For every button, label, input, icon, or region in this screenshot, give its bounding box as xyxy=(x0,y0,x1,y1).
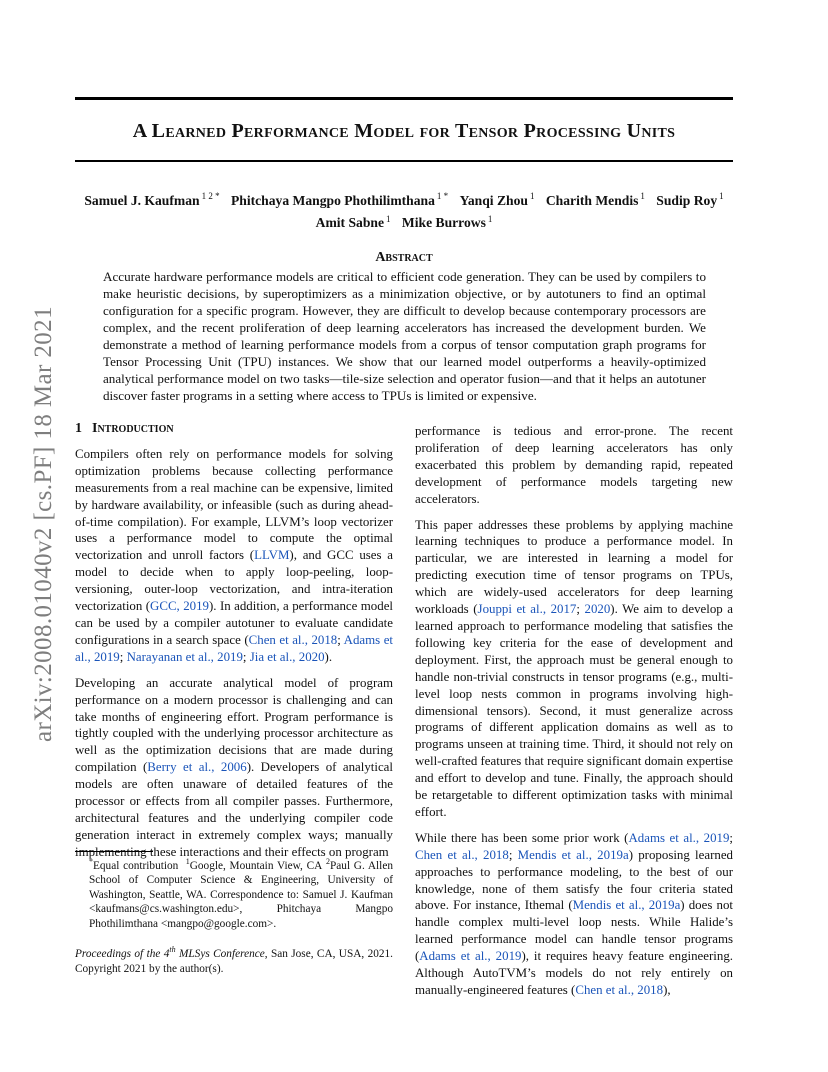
arxiv-side-stamp: arXiv:2008.01040v2 [cs.PF] 18 Mar 2021 xyxy=(30,306,57,743)
author: Mike Burrows $^1$ xyxy=(401,213,493,231)
author: Samuel J. Kaufman $^{1 2 *}$ xyxy=(84,191,220,208)
citation-link[interactable]: Chen et al., 2018 xyxy=(415,847,509,862)
abstract-text: Accurate hardware performance models are critical to efficient code generation. They can be used by compilers to make heuristic decisions, by superoptimizers as a minimization objective, or by autotuners to find an optimal configuration for a specific program. However, they are difficult to develop because contemporary processors are complex, and the recent proliferation of deep learning accelerators has increased the development burden. We demonstrate a method of learning performance models from a corpus of tensor computation graph programs for Tensor Processing Unit (TPU) instances. We show that our learned model outperforms a heavily-optimized analytical performance model on two tasks—tile-size selection and operator fusion—and that it helps an autotuner discover faster programs in a setting where access to TPUs is limited or expensive. xyxy=(103,269,706,403)
paragraph: Developing an accurate analytical model of program performance on a modern processor is challenging and can take months of engineering effort. Program performance is tightly coupled with the underlying processor architecture as well as the optimization decisions that are made during compilation (Berry et al., 2006). Developers of analytical models are often unaware of detailed features of the processor or effects from all compiler passes. Furthermore, architectural features and the underlying compiler code generation interact in extremely complex ways; manually implementing these interactions and their effects on program xyxy=(75,675,393,859)
abstract-heading: Abstract xyxy=(375,250,433,265)
citation-link[interactable]: Jia et al., 2020 xyxy=(249,649,325,664)
paragraph: Compilers often rely on performance models for solving optimization problems because collecting performance measurements from a real machine can be expensive, limited by hardware availability, or infeasible (such as during ahead-of-time compilation). For example, LLVM’s loop vectorizer uses a performance model to compute the optimal vectorization and unroll factors (LLVM), and GCC uses a model to decide when to apply loop-peeling, loop-versioning, outer-loop vectorization, and intra-iteration vectorization (GCC, 2019). In addition, a performance model can be used by a compiler autotuner to evaluate candidate configurations in a search space (Chen et al., 2018; Adams et al., 2019; Narayanan et al., 2019; Jia et al., 2020). xyxy=(75,446,393,664)
citation-link[interactable]: Adams et al., 2019 xyxy=(419,949,522,964)
affiliation-footnote: *Equal contribution $^1$Google, Mountain View, CA $^2$Paul G. Allen School of Computer Science & Engineering, University of Washington, Seattle, WA. Correspondence to: Samuel J. Kaufman <kaufmans@cs.washington.edu>, Phitchaya Mangpo Phothilimthana <mangpo@google.com>. xyxy=(89,857,393,930)
citation-link[interactable]: GCC, 2019 xyxy=(150,599,209,614)
footnote xyxy=(75,855,393,988)
author: Charith Mendis $^1$ xyxy=(545,191,645,208)
author: Phitchaya Mangpo Phothilimthana $^{1 *}$ xyxy=(230,191,449,208)
right-column xyxy=(415,423,733,1008)
paper-title: A Learned Performance Model for Tensor Processing Units xyxy=(132,120,676,142)
citation-link[interactable]: 2020 xyxy=(584,602,611,617)
author: Yanqi Zhou $^1$ xyxy=(459,191,535,208)
section-heading: 1 Introduction xyxy=(75,421,174,436)
citation-link[interactable]: Mendis et al., 2019a xyxy=(572,898,681,913)
footnote-rule xyxy=(75,851,153,852)
title-rule-top xyxy=(75,97,733,100)
left-column xyxy=(75,421,393,870)
paragraph: While there has been some prior work (Adams et al., 2019; Chen et al., 2018; Mendis et al., 2019a) proposing learned approaches to performance modeling, to the best of our knowledge, none of them satisfy the four criteria stated above. For instance, Ithemal (Mendis et al., 2019a) does not handle complex multi-level loop nests. While Halide’s learned performance model can handle tensor programs (Adams et al., 2019), it requires heavy feature engineering. Although AutoTVM’s models do not rely entirely on manually-engineered features (Chen et al., 2018), xyxy=(415,830,733,997)
title-rule-bottom xyxy=(75,160,733,162)
citation-link[interactable]: Narayanan et al., 2019 xyxy=(126,649,243,664)
citation-link[interactable]: Jouppi et al., 2017 xyxy=(477,602,577,617)
citation-link[interactable]: Berry et al., 2006 xyxy=(147,760,247,775)
paragraph: This paper addresses these problems by applying machine learning techniques to produce a performance model. In particular, we are interested in learning a model for predicting execution time of tensor programs on TPUs, which are widely-used accelerators for deep learning workloads (Jouppi et al., 2017; 2020). We aim to develop a learned approach to performance modeling that satisfies the following key criteria for the ease of development and deployment. First, the approach must be general enough to handle non-trivial constructs in tensor programs (e.g., multi-level loop nests common in programs involving high-dimensional tensors). Second, it must generalize across programs of different application domains as well as to programs unseen at training time. Third, it should not rely on well-crafted features that require significant domain expertise and effort to develop and tune. Finally, the approach should be retargetable to different optimization tasks with minimal effort. xyxy=(415,517,733,819)
citation-link[interactable]: Chen et al., 2018 xyxy=(575,983,664,997)
paragraph: performance is tedious and error-prone. The recent proliferation of deep learning accelerators has only exacerbated this problem by demanding rapid, repeated development of performance models targeting new accelerators. xyxy=(415,424,733,506)
author: Amit Sabne $^1$ xyxy=(315,213,391,231)
citation-link[interactable]: Adams et al., 2019 xyxy=(75,632,393,664)
author-list xyxy=(75,187,733,232)
citation-link[interactable]: Adams et al., 2019 xyxy=(628,830,730,845)
citation-link[interactable]: Chen et al., 2018 xyxy=(248,632,338,647)
author: Sudip Roy $^1$ xyxy=(656,191,724,208)
citation-link[interactable]: LLVM xyxy=(254,548,290,563)
proceedings-note: Proceedings of the 4th MLSys Conference, San Jose, CA, USA, 2021. Copyright 2021 by the author(s). xyxy=(75,945,393,975)
citation-link[interactable]: Mendis et al., 2019a xyxy=(517,847,629,862)
